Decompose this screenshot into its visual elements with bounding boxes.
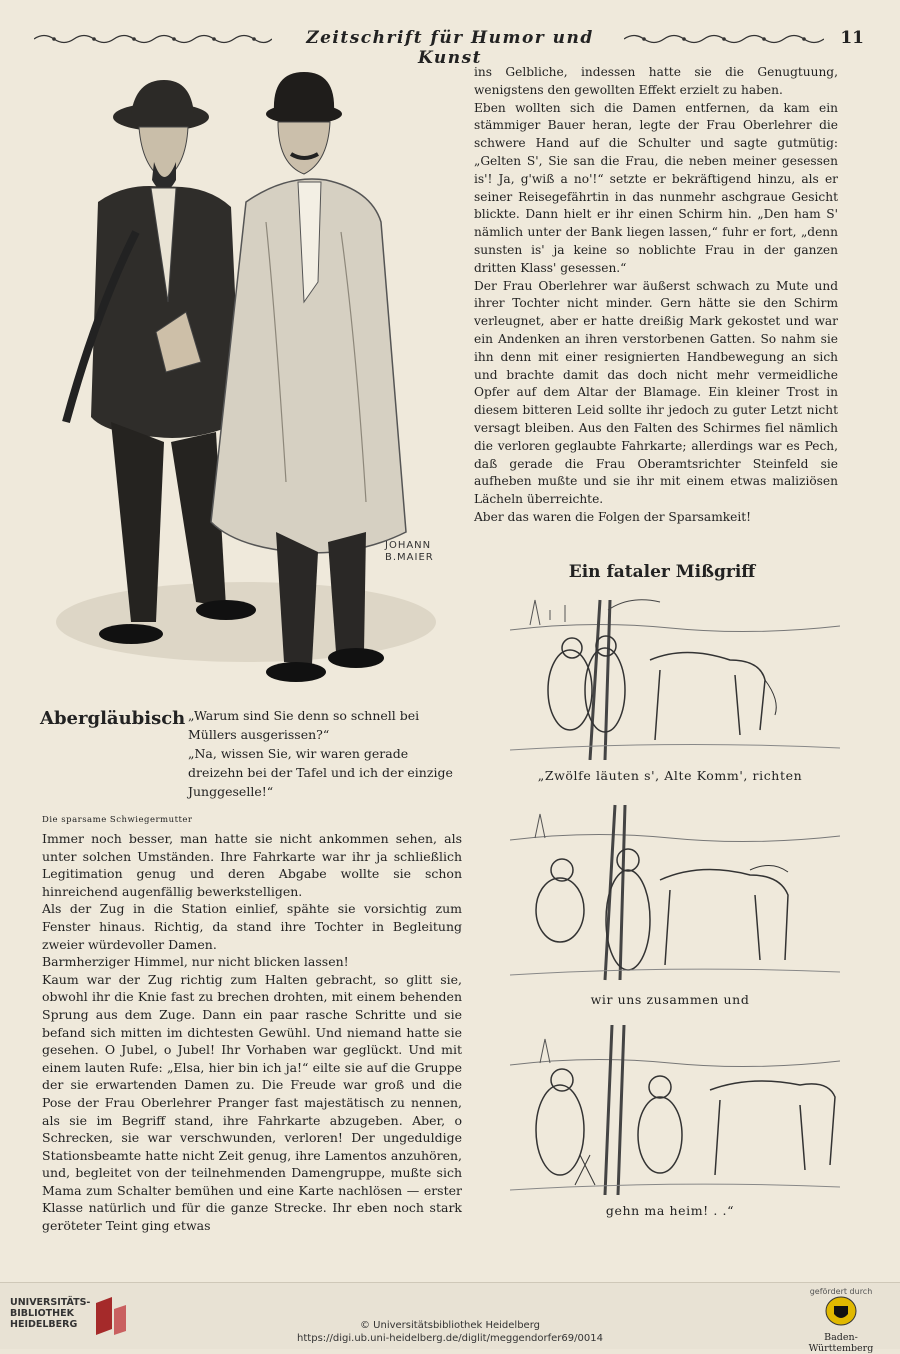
funding-state: Baden-Württemberg xyxy=(808,1332,874,1354)
comic-caption-3: gehn ma heim! . .“ xyxy=(605,1203,735,1218)
page-header xyxy=(34,28,864,68)
aberglaeubisch-text xyxy=(188,706,462,801)
source-url-link[interactable]: https://digi.ub.uni-heidelberg.de/diglit/meggendorfer69/0014 xyxy=(297,1333,603,1344)
comic-caption-2: wir uns zusammen und xyxy=(590,992,750,1007)
comic-panel-1 xyxy=(510,590,840,760)
aberglaeubisch-line-2: „Na, wissen Sie, wir waren gerade dreizehn bei der Tafel und ich der einzige Junggeselle!“ xyxy=(188,746,453,799)
copyright-block xyxy=(0,1319,900,1345)
ornament-left-icon xyxy=(34,32,272,46)
left-paragraph-4: Kaum war der Zug richtig zum Halten gebracht, so glitt sie, obwohl ihr die Knie fast zu brechen drohten, mit einem behenden Sprung aus dem Zuge. Dann ein paar rasche Schritte und sie befand sich mitten im dichtesten Gewühl. Und niemand hatte sie gesehen. O Jubel, o Jubel! Ihr Vorhaben war geglückt. Und mit einem lauten Rufe: „Elsa, hier bin ich ja!“ eilte sie auf die Gruppe der sie erwartenden Damen zu. Die Freude war groß und die Pose der Frau Oberlehrer Pranger fast majestätisch zu nennen, als sie im Begriff stand, ihre Fahrkarte abzugeben. Aber, o Schrecken, sie war verschwunden, verloren! Der ungeduldige Stationsbeamte hatte nicht Zeit genug, ihre Lamentos anzuhören, und, begleitet von der teilnehmenden Damengruppe, mußte sich Mama zum Schalter bemühen und eine Karte nachlösen — erster Klasse natürlich und für die ganze Strecke. Ihr eben noch stark geröteter Teint ging etwas xyxy=(42,971,462,1234)
state-coat-of-arms-icon xyxy=(824,1296,858,1326)
right-paragraph-3: Der Frau Oberlehrer war äußerst schwach zu Mute und ihrer Tochter nicht minder. Gern hätte sie den Schirm verleugnet, aber er hatte dreißig Mark gekostet und war ein Andenken an ihren verstorbenen Gatten. So nahm sie ihn denn mit einer resignierten Handbewegung an sich und brachte damit das doch nicht mehr vermeidliche Opfer auf dem Altar der Blamage. Ein kleiner Trost in diesem bitteren Leid sollte ihr jedoch zu guter Letzt nicht versagt bleiben. Aus den Falten des Schirmes fiel nämlich die verloren geglaubte Fahrkarte; allerdings war es Pech, daß gerade die Frau Oberamtsrichter Steinfeld sie aufheben mußte und sie ihr mit einem etwas maliziösen Lächeln überreichte. xyxy=(474,278,838,507)
comic-caption-1: „Zwölfe läuten s', Alte Komm', richten xyxy=(537,768,803,783)
library-footer xyxy=(0,1282,900,1354)
aberglaeubisch-title: Abergläubisch xyxy=(40,708,186,729)
aberglaeubisch-line-1: „Warum sind Sie denn so schnell bei Müllers ausgerissen?“ xyxy=(188,708,420,742)
illustrator-signature: JOHANN B.MAIER xyxy=(385,540,434,563)
funding-block xyxy=(796,1287,886,1354)
funding-label: gefördert durch xyxy=(809,1287,873,1296)
university-library-name: UNIVERSITÄTS- BIBLIOTHEK HEIDELBERG xyxy=(10,1297,91,1330)
right-paragraph-1: ins Gelbliche, indessen hatte sie die Genugtuung, wenigstens den gewollten Effekt erzielt zu haben. xyxy=(474,65,838,97)
ornament-right-icon xyxy=(624,32,824,46)
magazine-title: Zeitschrift für Humor und Kunst xyxy=(306,28,594,68)
page-number: 11 xyxy=(840,28,864,48)
fatal-title: Ein fataler Mißgriff xyxy=(568,562,756,582)
right-paragraph-2: Eben wollten sich die Damen entfernen, da kam ein stämmiger Bauer heran, legte der Frau Oberlehrer die schwere Hand auf die Schulter und sagte gutmütig: „Gelten S', Sie san die Frau, die neben meiner gesessen is'! Ja, g'wiß a no'!“ setzte er bekräftigend hinzu, als er seiner Reisegefährtin in das nunmehr aschgraue Gesicht blickte. Dann hielt er ihr einen Schirm hin. „Den ham S' nämlich unter der Bank liegen lassen,“ fuhr er fort, „denn sunsten is' ja keine so noblichte Frau in der ganzen dritten Klass' gesessen.“ xyxy=(474,100,838,275)
comic-panel-3 xyxy=(510,1025,840,1200)
story-left-column xyxy=(42,830,462,1235)
story-right-column xyxy=(474,64,838,527)
left-paragraph-3: Barmherziger Himmel, nur nicht blicken lassen! xyxy=(42,954,349,970)
story-heading: Die sparsame Schwiegermutter xyxy=(42,815,193,825)
two-men-illustration xyxy=(36,62,461,702)
left-paragraph-2: Als der Zug in die Station einlief, spähte sie vorsichtig zum Fenster hinaus. Richtig, da stand ihre Tochter in Begleitung zweier würdevoller Damen. xyxy=(42,901,462,952)
right-paragraph-4: Aber das waren die Folgen der Sparsamkeit! xyxy=(474,509,752,524)
left-paragraph-1: Immer noch besser, man hatte sie nicht ankommen sehen, als unter solchen Umständen. Ihre Fahrkarte war ihr ja schließlich Legitimation genug und deren Abgabe wollte sie schon hinreichend augenfällig bewerkstelligen. xyxy=(42,831,462,899)
copyright-text: © Universitätsbibliothek Heidelberg xyxy=(359,1320,540,1331)
comic-panel-2 xyxy=(510,800,840,985)
